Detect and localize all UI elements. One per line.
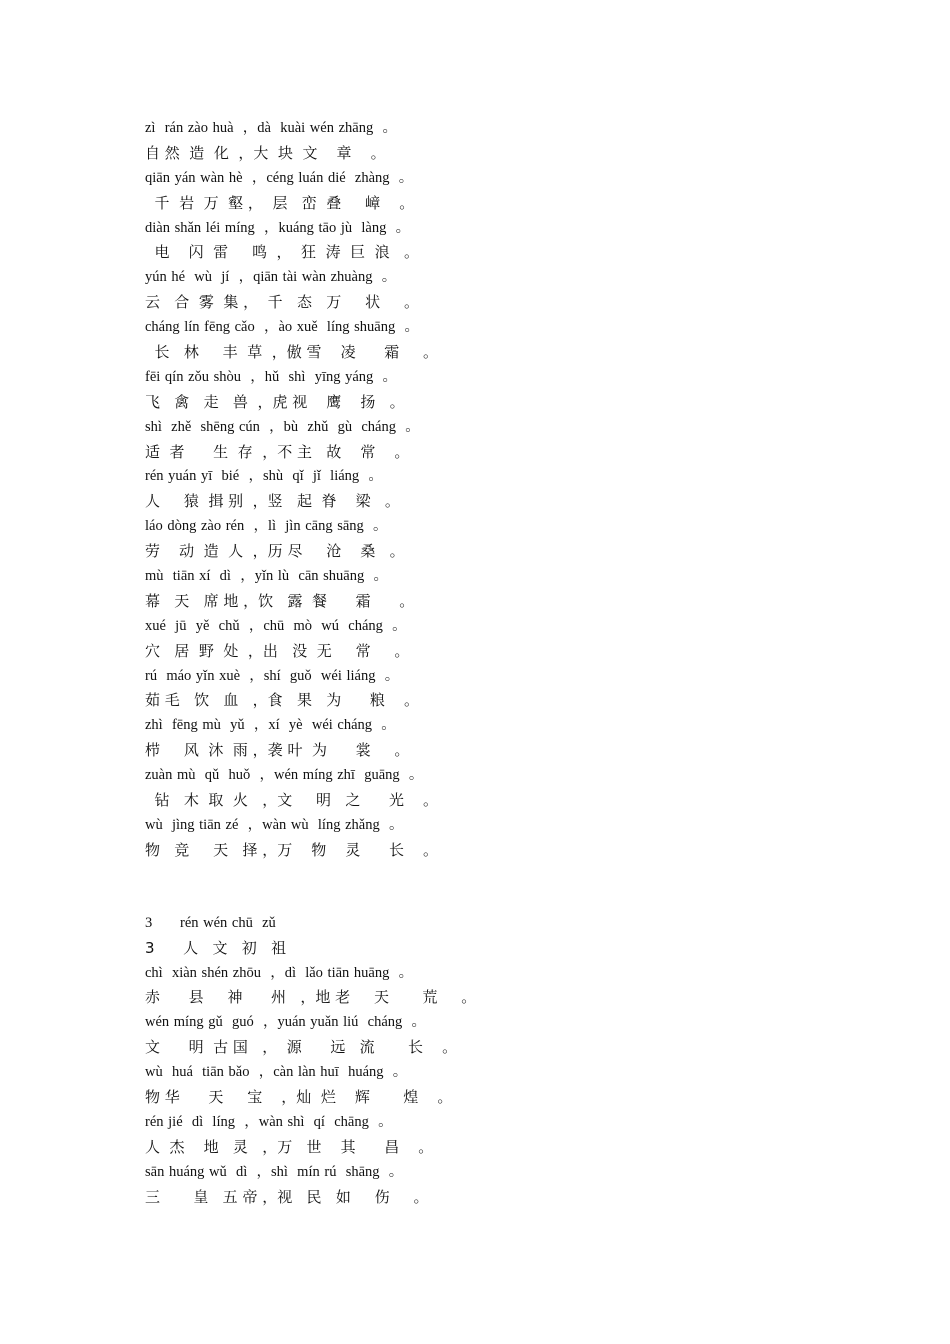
pinyin-line: wù jìng tiān zé ，wàn wù líng zhǎng 。 xyxy=(145,816,404,833)
pinyin-line: xué jū yě chǔ ，chū mò wú cháng 。 xyxy=(145,617,407,634)
pinyin-line: diàn shǎn léi míng ，kuáng tāo jù làng 。 xyxy=(145,219,411,236)
hanzi-line: 栉 风 沐 雨 ，袭 叶 为 裳 。 xyxy=(145,741,410,760)
section-spacer xyxy=(145,863,905,911)
pinyin-line: yún hé wù jí ，qiān tài wàn zhuàng 。 xyxy=(145,269,397,286)
pinyin-line: zì rán zào huà ，dà kuài wén zhāng 。 xyxy=(145,120,397,136)
document-page xyxy=(145,116,905,1209)
verse-block-bottom xyxy=(145,961,905,1210)
hanzi-line: 人 猿 揖 别 ，竖 起 脊 梁 。 xyxy=(145,492,400,511)
hanzi-line: 穴 居 野 处 ，出 没 无 常 。 xyxy=(145,641,410,660)
hanzi-line: 茹 毛 饮 血 ，食 果 为 粮 。 xyxy=(145,691,419,710)
pinyin-line: qiān yán wàn hè ，céng luán dié zhàng 。 xyxy=(145,169,414,186)
pinyin-line: sān huáng wǔ dì ，shì mín rú shāng 。 xyxy=(145,1163,404,1180)
hanzi-line: 飞 禽 走 兽 ，虎 视 鹰 扬 。 xyxy=(145,392,405,411)
pinyin-line: cháng lín fēng cǎo ，ào xuě líng shuāng 。 xyxy=(145,319,419,336)
heading-pinyin: 3 rén wén chū zǔ xyxy=(145,914,276,931)
hanzi-line: 物 华 天 宝 ，灿 烂 辉 煌 。 xyxy=(145,1087,453,1106)
hanzi-line: 幕 天 席 地 ，饮 露 餐 霜 。 xyxy=(145,591,415,610)
hanzi-line: 电 闪 雷 鸣 ， 狂 涛 巨 浪 。 xyxy=(145,243,419,262)
hanzi-line: 人 杰 地 灵 ，万 世 其 昌 。 xyxy=(145,1137,434,1156)
pinyin-line: fēi qín zǒu shòu ，hǔ shì yīng yáng 。 xyxy=(145,368,398,385)
hanzi-line: 文 明 古 国 ， 源 远 流 长 。 xyxy=(145,1038,458,1057)
hanzi-line: 物 竞 天 择 ，万 物 灵 长 。 xyxy=(145,840,439,859)
pinyin-line: rén yuán yī bié ，shù qǐ jǐ liáng 。 xyxy=(145,468,383,485)
pinyin-line: chì xiàn shén zhōu ，dì lǎo tiān huāng 。 xyxy=(145,964,414,981)
pinyin-line: mù tiān xí dì ，yǐn lù cān shuāng 。 xyxy=(145,568,388,585)
pinyin-line: láo dòng zào rén ，lì jìn cāng sāng 。 xyxy=(145,518,388,535)
hanzi-line: 长 林 丰 草 ，傲 雪 凌 霜 。 xyxy=(145,343,439,362)
section-heading xyxy=(145,911,905,961)
hanzi-line: 自 然 造 化 ，大 块 文 章 。 xyxy=(145,143,386,162)
pinyin-line: zuàn mù qǔ huǒ ，wén míng zhī guāng 。 xyxy=(145,767,424,784)
hanzi-line: 劳 动 造 人 ，历 尽 沧 桑 。 xyxy=(145,542,405,561)
pinyin-line: rú máo yǐn xuè ，shí guǒ wéi liáng 。 xyxy=(145,667,400,684)
hanzi-line: 云 合 雾 集 ， 千 态 万 状 。 xyxy=(145,293,419,312)
hanzi-line: 赤 县 神 州 ，地 老 天 荒 。 xyxy=(145,988,477,1007)
pinyin-line: zhì fēng mù yǔ ，xí yè wéi cháng 。 xyxy=(145,717,396,734)
hanzi-line: 千 岩 万 壑 ， 层 峦 叠 嶂 。 xyxy=(145,193,415,212)
hanzi-line: 三 皇 五 帝 ，视 民 如 伤 。 xyxy=(145,1187,429,1206)
pinyin-line: wù huá tiān bǎo ，càn làn huī huáng 。 xyxy=(145,1064,408,1081)
pinyin-line: rén jié dì líng ，wàn shì qí chāng 。 xyxy=(145,1113,393,1130)
heading-hanzi: 3 人 文 初 祖 xyxy=(145,938,287,957)
verse-block-top xyxy=(145,116,905,863)
hanzi-line: 适 者 生 存 ，不 主 故 常 。 xyxy=(145,442,410,461)
pinyin-line: wén míng gǔ guó ，yuán yuǎn liú cháng 。 xyxy=(145,1014,427,1031)
hanzi-line: 钻 木 取 火 ，文 明 之 光 。 xyxy=(145,791,439,810)
pinyin-line: shì zhě shēng cún ，bù zhǔ gù cháng 。 xyxy=(145,418,420,435)
